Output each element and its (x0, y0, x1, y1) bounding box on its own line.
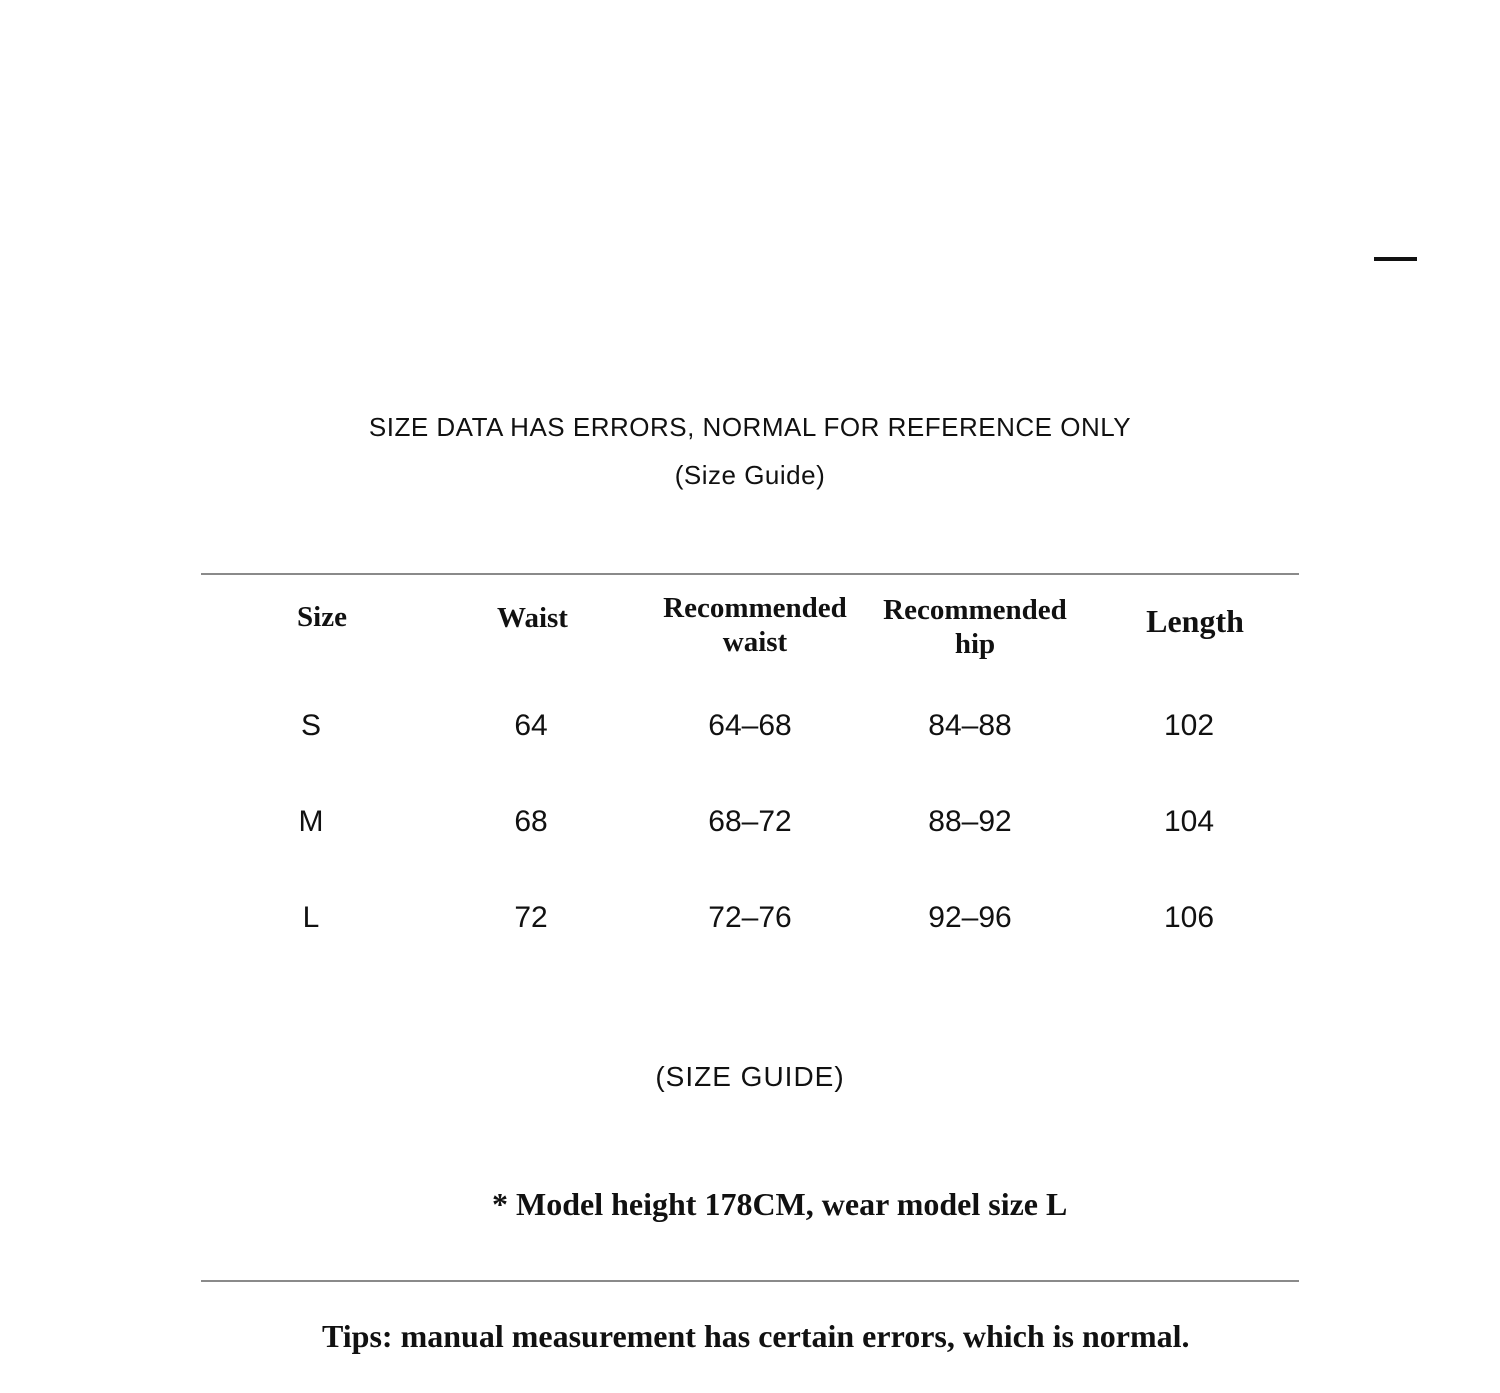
size-guide-subtitle: (Size Guide) (674, 460, 826, 490)
bottom-divider (201, 1280, 1299, 1282)
header-length: Length (1146, 603, 1244, 639)
cell-recommended-hip: 88–92 (928, 805, 1012, 838)
header-recommended-waist-line2: waist (722, 626, 788, 658)
cell-recommended-waist: 72–76 (708, 901, 792, 934)
cell-recommended-waist: 68–72 (708, 805, 792, 838)
cell-recommended-hip: 84–88 (928, 709, 1012, 742)
header-size: Size (297, 601, 347, 633)
cell-size: S (300, 709, 321, 742)
table-top-divider (201, 573, 1299, 575)
measurement-tips: Tips: manual measurement has certain errors, which is normal. (322, 1318, 1190, 1354)
cell-size: M (298, 805, 324, 838)
cell-size: L (302, 901, 320, 934)
header-recommended-hip-line2: hip (954, 628, 996, 660)
cell-length: 104 (1163, 805, 1215, 838)
cell-waist: 72 (514, 901, 548, 934)
cell-length: 102 (1163, 709, 1215, 742)
size-error-notice: SIZE DATA HAS ERRORS, NORMAL FOR REFERENCE ONLY (368, 412, 1132, 442)
header-recommended-hip-line1: Recommended (883, 594, 1067, 626)
cell-recommended-waist: 64–68 (708, 709, 792, 742)
cell-waist: 64 (514, 709, 548, 742)
cell-waist: 68 (514, 805, 548, 838)
size-guide-footer-title: (SIZE GUIDE) (655, 1061, 845, 1092)
header-recommended-hip (870, 593, 1080, 661)
cell-recommended-hip: 92–96 (928, 901, 1012, 934)
decorative-dash (1374, 257, 1417, 261)
header-waist: Waist (497, 602, 568, 634)
cell-length: 106 (1163, 901, 1215, 934)
model-height-note: * Model height 178CM, wear model size L (492, 1186, 1068, 1222)
header-recommended-waist (650, 591, 860, 659)
header-recommended-waist-line1: Recommended (663, 592, 847, 624)
